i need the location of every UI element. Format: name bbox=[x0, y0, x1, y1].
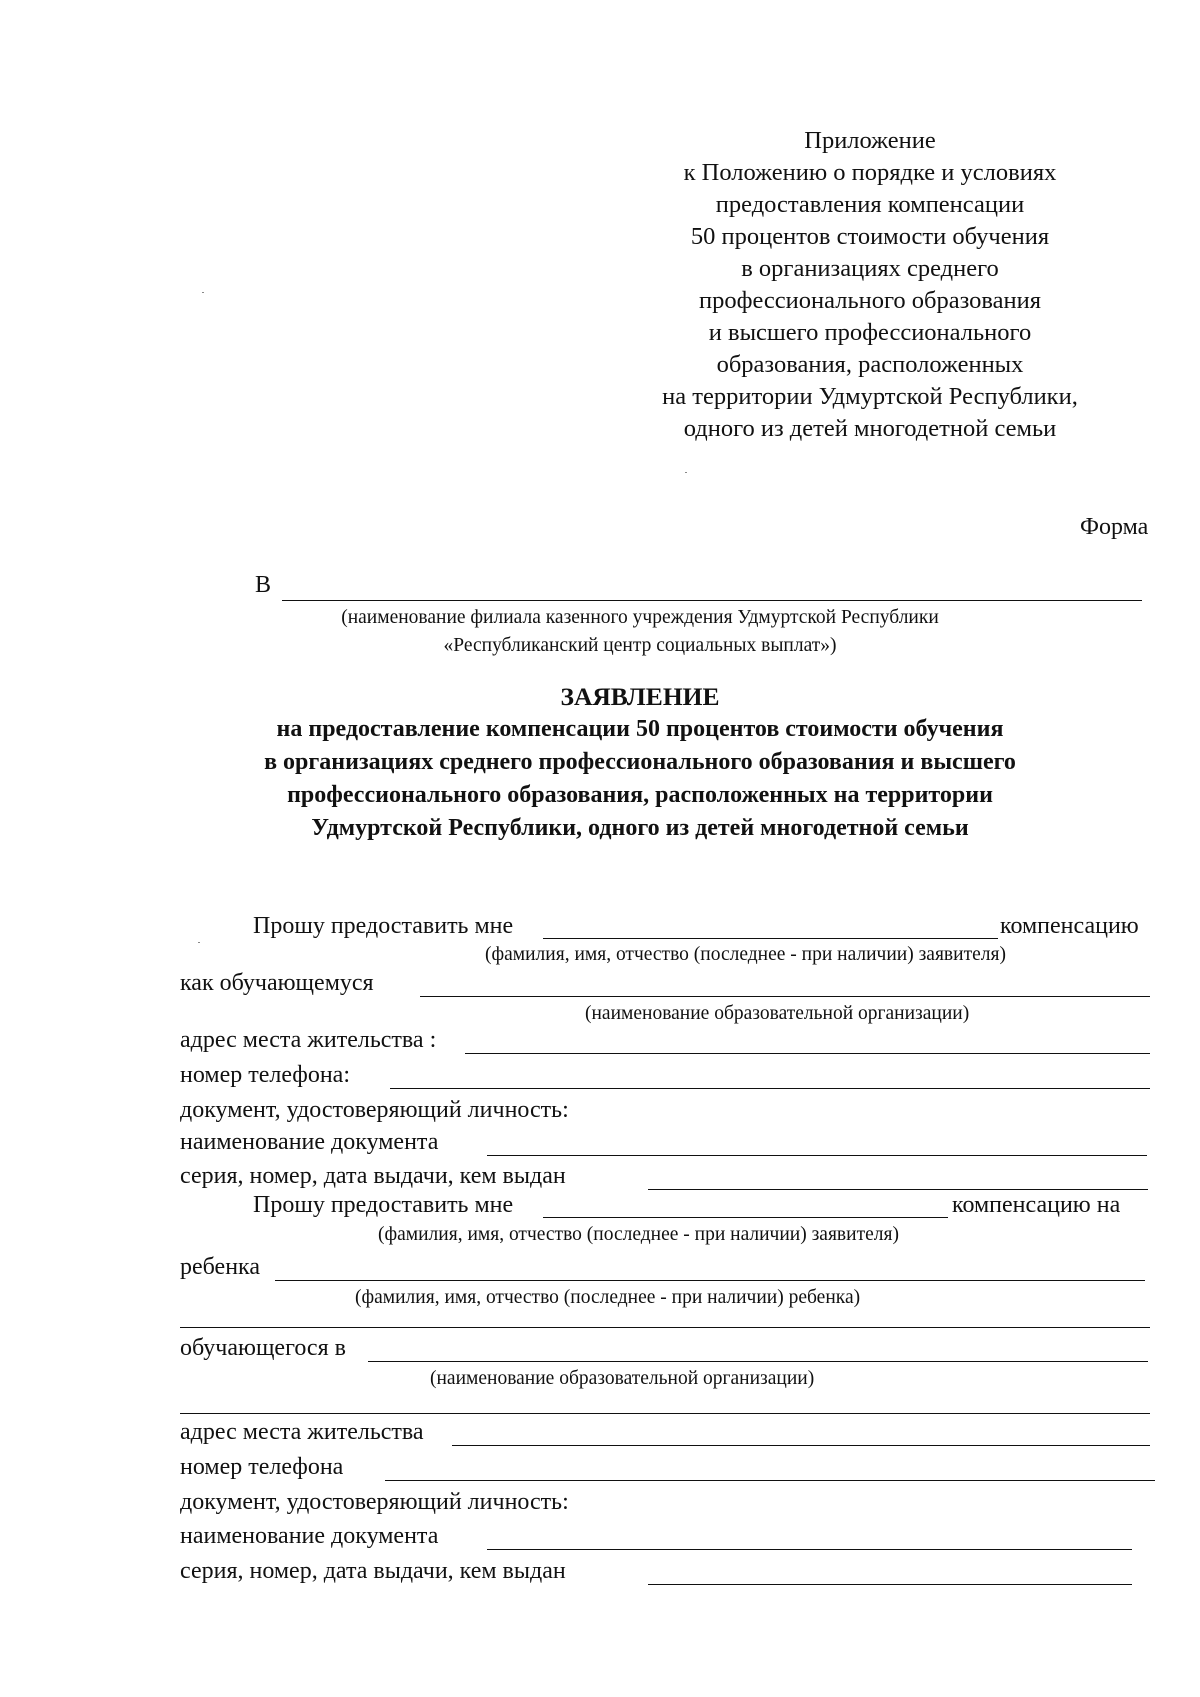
address-label: адрес места жительства : bbox=[180, 1027, 437, 1053]
address-field[interactable] bbox=[465, 1053, 1150, 1054]
appendix-line: в организациях среднего bbox=[741, 255, 999, 282]
child-name-caption: (фамилия, имя, отчество (последнее - при наличии) ребенка) bbox=[355, 1287, 861, 1308]
child-label: ребенка bbox=[180, 1254, 260, 1280]
applicant-name-field[interactable] bbox=[543, 1217, 948, 1218]
addressee-prefix: В bbox=[255, 572, 272, 598]
address-field[interactable] bbox=[452, 1445, 1150, 1446]
request-suffix: компенсацию bbox=[1000, 913, 1139, 939]
title-heading: ЗАЯВЛЕНИЕ bbox=[560, 682, 720, 711]
applicant-name-caption: (фамилия, имя, отчество (последнее - при наличии) заявителя) bbox=[485, 944, 1006, 965]
appendix-line: к Положению о порядке и условиях bbox=[683, 159, 1057, 186]
appendix-line: профессионального образования bbox=[698, 287, 1042, 314]
title-line: Удмуртской Республики, одного из детей многодетной семьи bbox=[311, 815, 969, 841]
request-suffix: компенсацию на bbox=[952, 1192, 1121, 1218]
request-prefix: Прошу предоставить мне bbox=[253, 1192, 514, 1218]
document-name-label: наименование документа bbox=[180, 1523, 439, 1549]
addressee-caption: (наименование филиала казенного учреждения Удмуртской Республики bbox=[341, 607, 939, 628]
scan-speck bbox=[202, 292, 204, 293]
scan-speck bbox=[685, 472, 687, 473]
document-title bbox=[150, 680, 1130, 845]
phone-label: номер телефона: bbox=[180, 1062, 351, 1088]
student-label: как обучающемуся bbox=[180, 970, 374, 996]
document-details-label: серия, номер, дата выдачи, кем выдан bbox=[180, 1163, 566, 1189]
child-name-field[interactable] bbox=[275, 1280, 1145, 1281]
applicant-name-field[interactable] bbox=[543, 938, 998, 939]
id-document-label: документ, удостоверяющий личность: bbox=[180, 1097, 569, 1123]
request-prefix: Прошу предоставить мне bbox=[253, 913, 514, 939]
child-name-continuation-field[interactable] bbox=[180, 1327, 1150, 1328]
document-name-label: наименование документа bbox=[180, 1129, 439, 1155]
id-document-label: документ, удостоверяющий личность: bbox=[180, 1489, 569, 1515]
title-line: профессионального образования, расположенных на территории bbox=[287, 782, 993, 808]
appendix-line: Приложение bbox=[804, 127, 936, 154]
phone-field[interactable] bbox=[385, 1480, 1155, 1481]
applicant-name-caption: (фамилия, имя, отчество (последнее - при наличии) заявителя) bbox=[378, 1224, 899, 1245]
document-details-field[interactable] bbox=[648, 1584, 1132, 1585]
organization-caption: (наименование образовательной организации) bbox=[585, 1003, 970, 1024]
appendix-line: одного из детей многодетной семьи bbox=[683, 415, 1057, 442]
addressee-field[interactable] bbox=[282, 600, 1142, 601]
document-name-field[interactable] bbox=[487, 1155, 1147, 1156]
scan-speck bbox=[198, 942, 200, 943]
studying-label: обучающегося в bbox=[180, 1335, 346, 1361]
organization-continuation-field[interactable] bbox=[180, 1413, 1150, 1414]
organization-field[interactable] bbox=[420, 996, 1150, 997]
addressee-caption: «Республиканский центр социальных выплат») bbox=[443, 635, 837, 656]
appendix-line: и высшего профессионального bbox=[708, 319, 1032, 346]
organization-caption: (наименование образовательной организации) bbox=[430, 1368, 815, 1389]
appendix-line: на территории Удмуртской Республики, bbox=[662, 383, 1078, 410]
address-label: адрес места жительства bbox=[180, 1419, 424, 1445]
document-name-field[interactable] bbox=[487, 1549, 1132, 1550]
appendix-line: предоставления компенсации bbox=[715, 191, 1025, 218]
document-details-label: серия, номер, дата выдачи, кем выдан bbox=[180, 1558, 566, 1584]
phone-label: номер телефона bbox=[180, 1454, 344, 1480]
phone-field[interactable] bbox=[390, 1088, 1150, 1089]
appendix-note bbox=[610, 125, 1130, 445]
organization-field[interactable] bbox=[368, 1361, 1148, 1362]
title-line: на предоставление компенсации 50 процентов стоимости обучения bbox=[276, 716, 1004, 742]
appendix-line: 50 процентов стоимости обучения bbox=[690, 223, 1050, 250]
appendix-line: образования, расположенных bbox=[716, 351, 1024, 378]
title-line: в организациях среднего профессионального образования и высшего bbox=[264, 749, 1016, 775]
form-label: Форма bbox=[1080, 514, 1149, 540]
